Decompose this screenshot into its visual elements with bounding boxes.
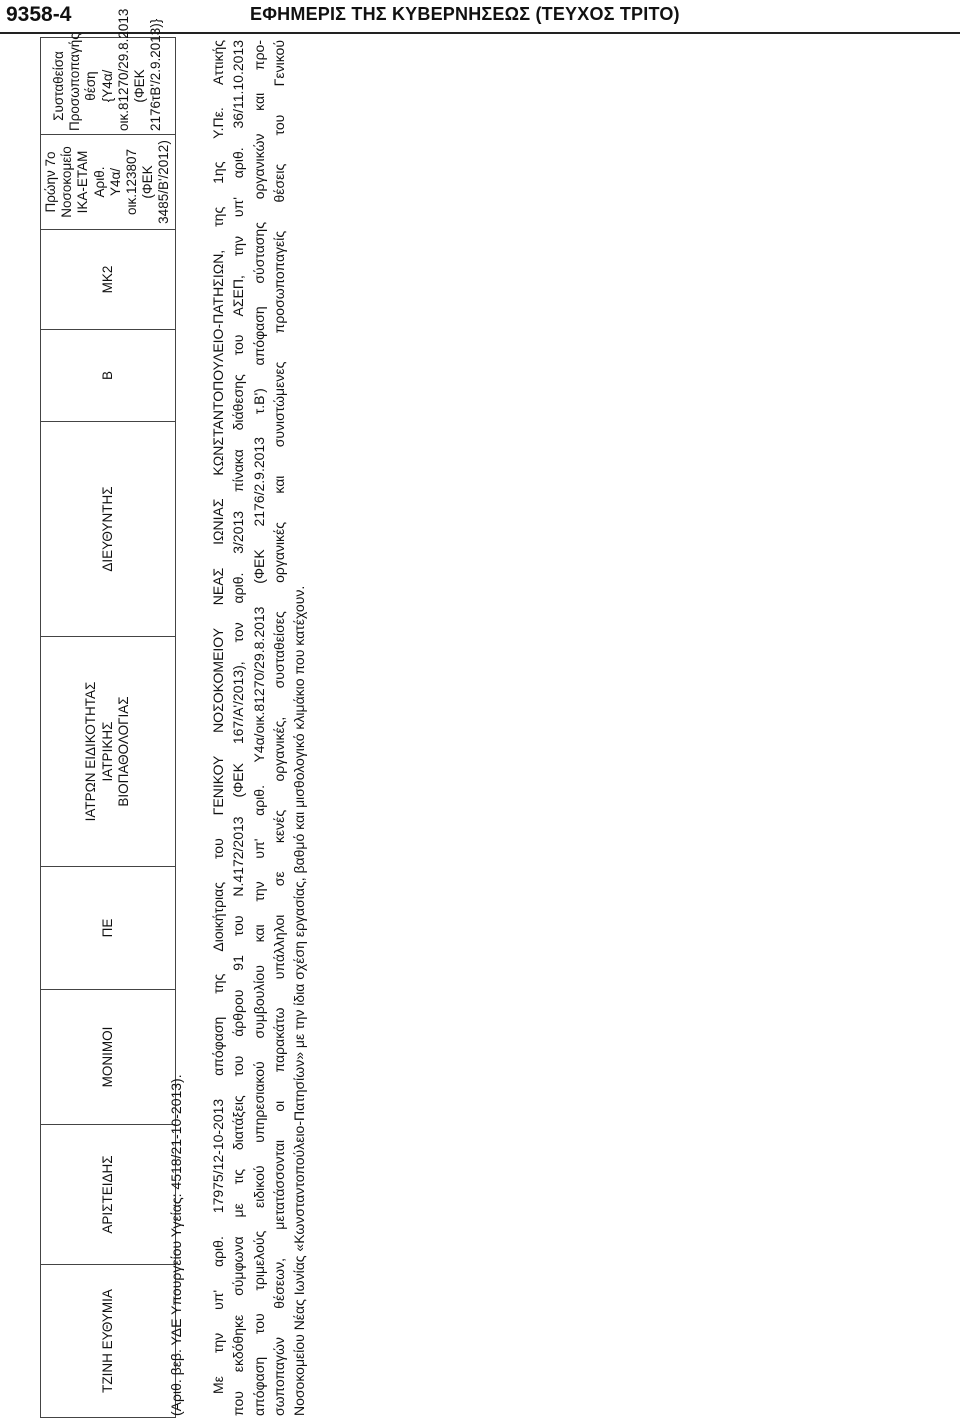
origin-line: Πρώην 7ο xyxy=(43,151,58,213)
position-line: {Υ4α/οικ.81270/29.8.2013 xyxy=(99,8,131,131)
reference-line: (Αριθ. βεβ. ΥΔΕ Υπουργείου Υγείας: 4518/21-10-2013). xyxy=(168,1074,184,1416)
origin-line: 3485/Β'/2012) xyxy=(156,140,172,224)
origin-line: (ΦΕΚ xyxy=(140,165,156,199)
specialty-line: ΙΑΤΡΩΝ ΕΙΔΙΚΟΤΗΤΑΣ xyxy=(83,681,99,822)
origin-line: Υ4α/οικ.123807 xyxy=(107,148,139,216)
staff-table xyxy=(40,8,176,1418)
page-number: 9358-4 xyxy=(6,3,72,26)
cell-rank: ΔΙΕΥΘΥΝΤΗΣ xyxy=(41,422,176,637)
cell-status: ΜΟΝΙΜΟΙ xyxy=(41,990,176,1125)
paragraph-line: Νοσοκομείου Νέας Ιωνίας «Κωνσταντοπούλειο-Πατησίων» με την ίδια σχέση εργασίας, βαθμό και μισθολογικό κλιμάκιο που κατέχουν. xyxy=(291,585,308,1416)
rotated-page-content xyxy=(40,8,360,1418)
origin-line: Αριθ. xyxy=(91,166,107,198)
position-line: Συσταθείσα xyxy=(51,51,67,121)
decision-paragraph xyxy=(208,40,309,1416)
cell-category: ΠΕ xyxy=(41,867,176,990)
position-line: (ΦΕΚ 2176τΒ'/2.9.2013)} xyxy=(132,18,164,131)
cell-origin xyxy=(41,135,176,230)
origin-line: ΙΚΑ-ΕΤΑΜ xyxy=(75,150,91,214)
paragraph-line: σωποπαγών θέσεων, μετατάσσονται οι παρακάτω υπάλληλοι σε κενές οργανικές, συσταθείσες οργανικές και συνιστώμενες προσωποπαγείς θέσεις του Γενικού xyxy=(270,40,287,1416)
cell-father-name: ΑΡΙΣΤΕΙΔΗΣ xyxy=(41,1125,176,1265)
position-line: Προσωποπαγής θέση xyxy=(67,33,99,131)
header-rule xyxy=(0,32,960,34)
cell-specialty xyxy=(41,637,176,867)
journal-title: ΕΦΗΜΕΡΙΣ ΤΗΣ ΚΥΒΕΡΝΗΣΕΩΣ (ΤΕΥΧΟΣ ΤΡΙΤΟ) xyxy=(250,4,680,24)
cell-position xyxy=(41,8,176,135)
specialty-line: ΒΙΟΠΑΘΟΛΟΓΙΑΣ xyxy=(115,696,131,807)
table-row xyxy=(41,38,176,1418)
origin-line: Νοσοκομείο xyxy=(59,146,75,218)
specialty-line: ΙΑΤΡΙΚΗΣ xyxy=(99,721,115,782)
page-header xyxy=(0,0,960,36)
paragraph-line: απόφαση του τριμελούς ειδικού υπηρεσιακού συμβουλίου και την υπ' αριθ. Υ4α/οικ.81270/29.8.2013 (ΦΕΚ 2176/2.9.2013 τ.Β') απόφαση σύστασης οργανικών και προ- xyxy=(250,40,267,1416)
cell-name: ΤΖΙΝΗ ΕΥΘΥΜΙΑ xyxy=(41,1265,176,1418)
cell-grade: Β xyxy=(41,330,176,422)
paragraph-line: που εκδόθηκε σύμφωνα με τις διατάξεις του άρθρου 91 του Ν.4172/2013 (ΦΕΚ 167/Α'/2013), τον αριθ. 3/2013 πίνακα διάθεσης του ΑΣΕΠ, την υπ' αριθ. 36/11.10.2013 xyxy=(230,40,247,1416)
paragraph-line: Με την υπ' αριθ. 17975/12-10-2013 απόφαση της Διοικήτριας του ΓΕΝΙΚΟΥ ΝΟΣΟΚΟΜΕΙΟΥ ΝΕΑΣ ΙΩΝΙΑΣ ΚΩΝΣΤΑΝΤΟΠΟΥΛΕΙΟ-ΠΑΤΗΣΙΩΝ, της 1ης Υ.Πε. Αττικής xyxy=(210,40,226,1394)
cell-salary-step: ΜΚ2 xyxy=(41,230,176,330)
